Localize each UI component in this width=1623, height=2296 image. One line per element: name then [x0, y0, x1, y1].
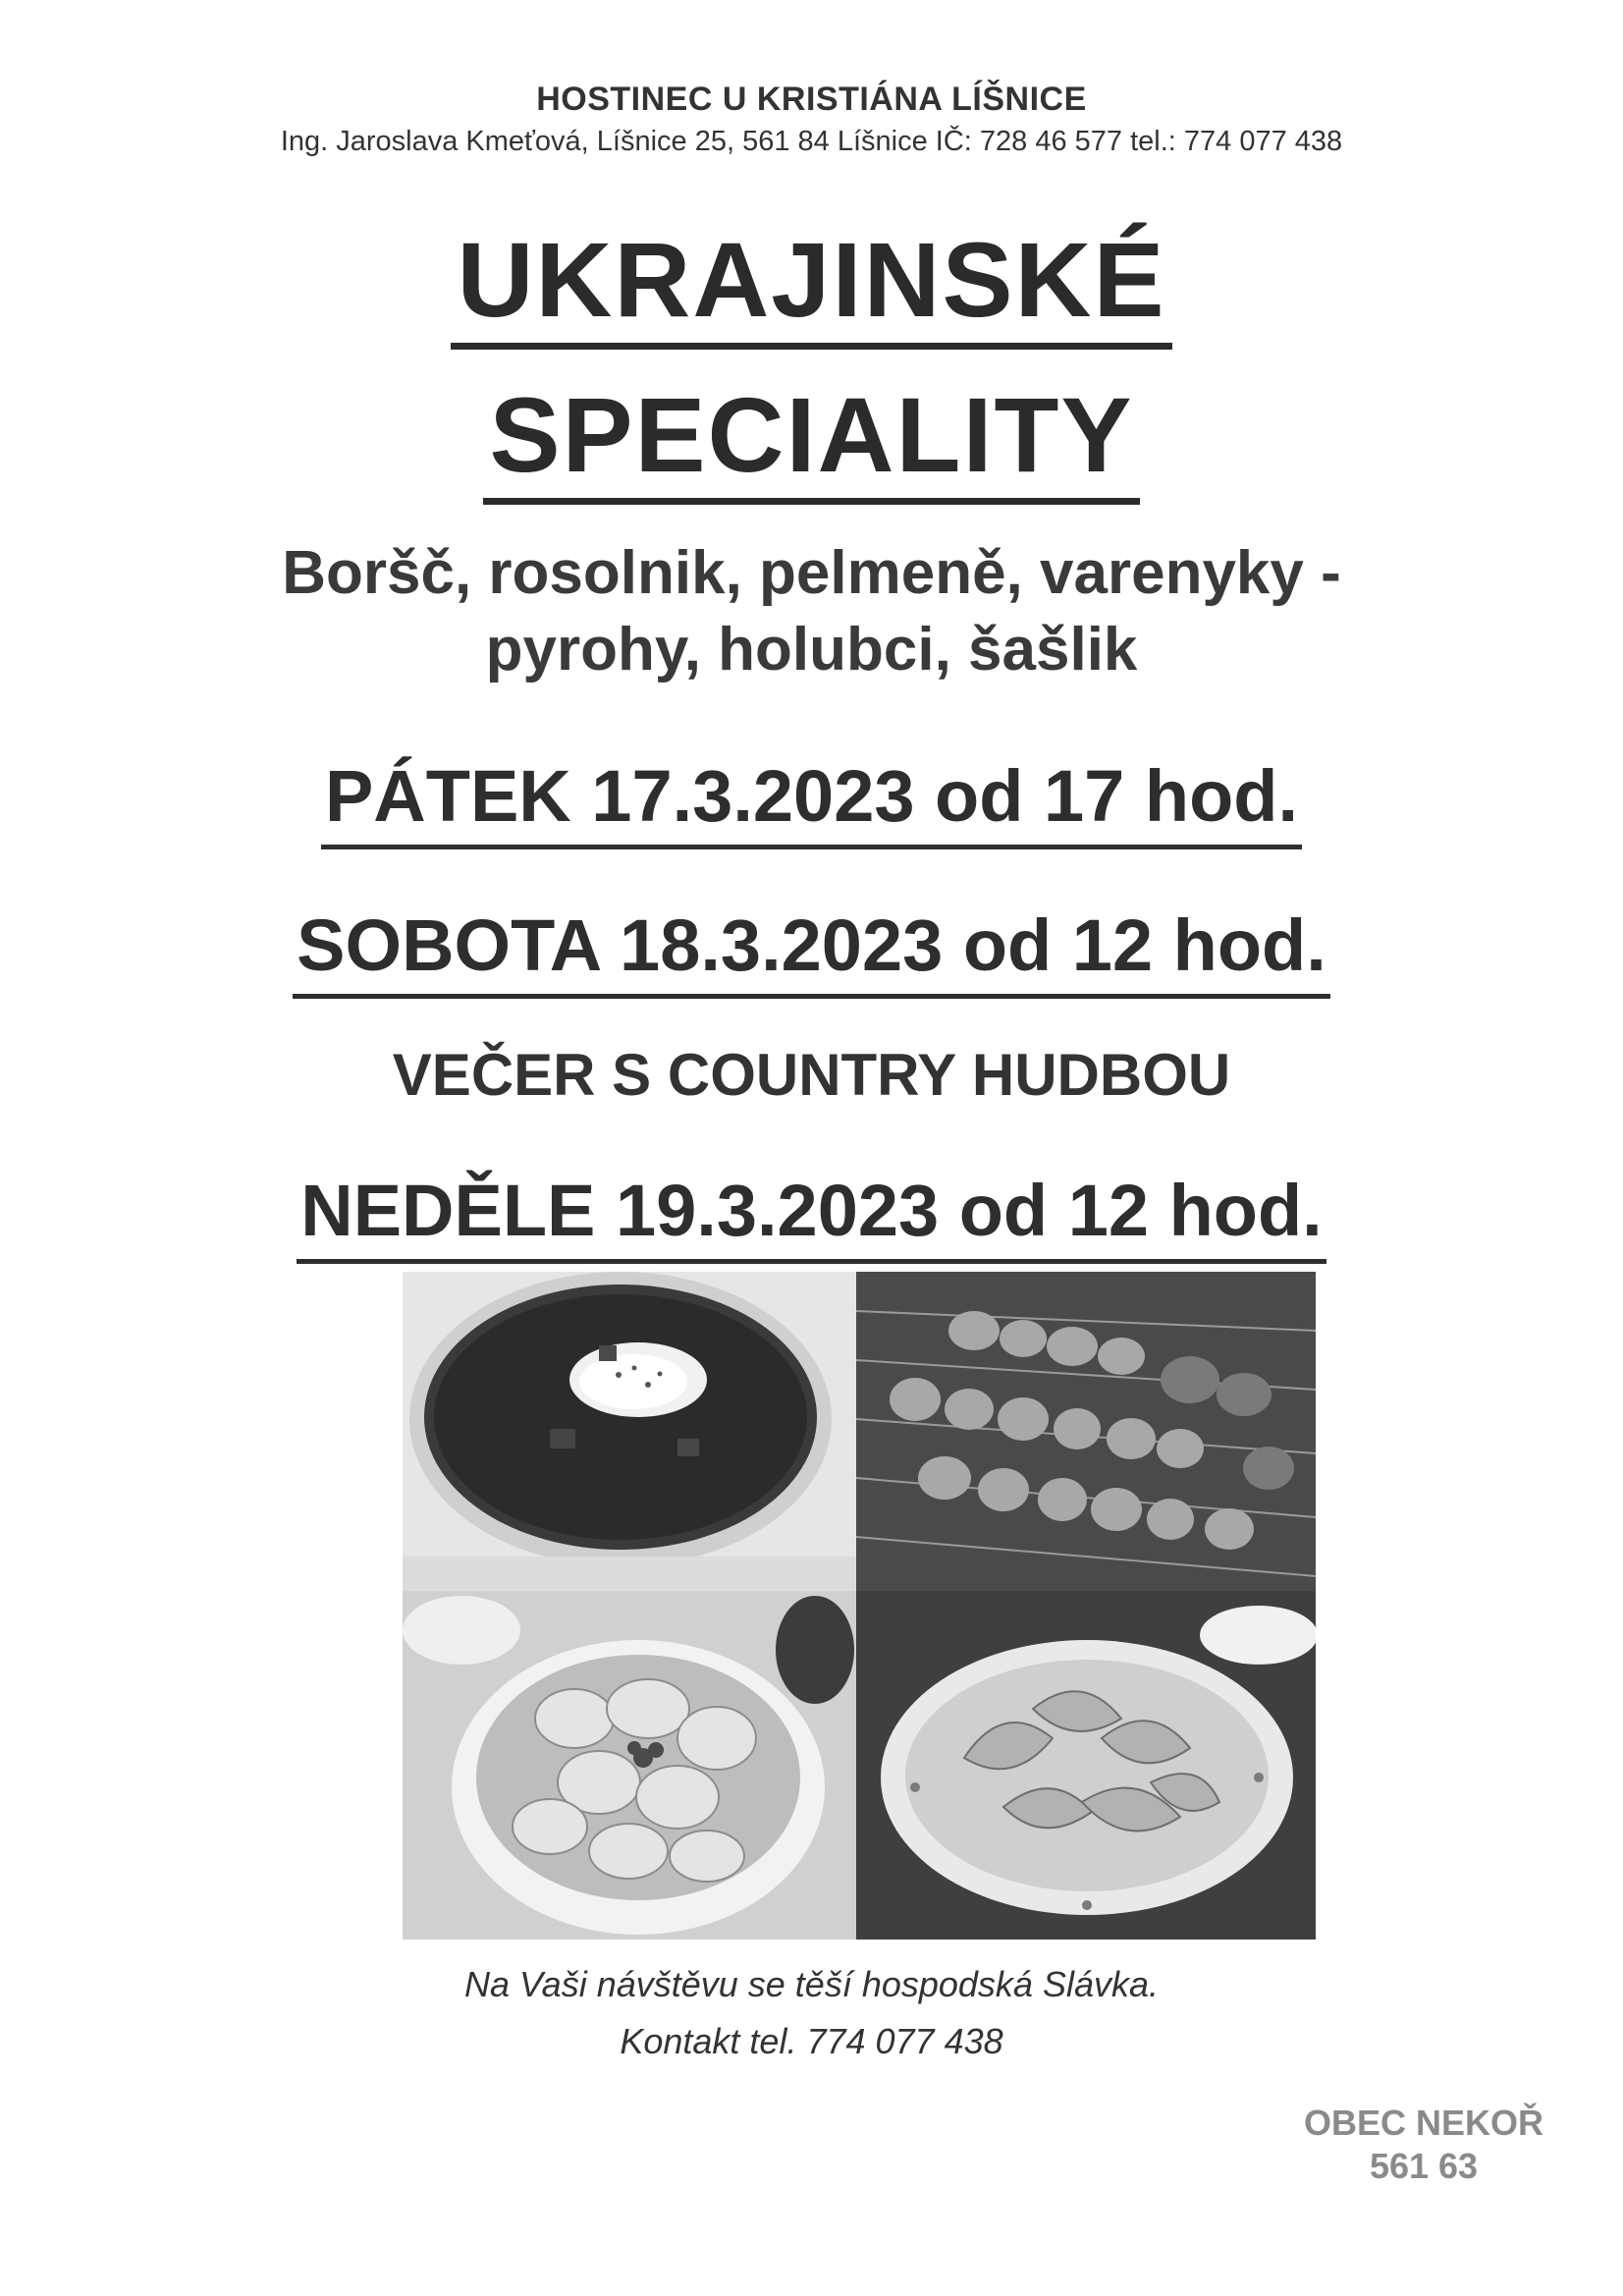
stamp-line-2: 561 63 [1369, 2146, 1479, 2186]
municipality-stamp [1267, 2102, 1581, 2188]
pelmeni-photo [403, 1591, 856, 1940]
schedule-day-3: NEDĚLE 19.3.2023 od 12 hod. [0, 1169, 1623, 1264]
shashlik-photo [856, 1272, 1316, 1591]
event-note: VEČER S COUNTRY HUDBOU [392, 1042, 1231, 1108]
dishes-list [0, 535, 1623, 688]
venue-name: HOSTINEC U KRISTIÁNA LÍŠNICE [536, 81, 1087, 118]
food-photo-collage [403, 1272, 1316, 1940]
title-line-2: SPECIALITY [0, 373, 1623, 505]
footer-contact: Kontakt tel. 774 077 438 [620, 2021, 1003, 2061]
varenyky-photo [856, 1591, 1316, 1940]
schedule-day-2: SOBOTA 18.3.2023 od 12 hod. [0, 903, 1623, 999]
borscht-photo [403, 1272, 856, 1591]
dishes-line-2: pyrohy, holubci, šašlik [485, 616, 1138, 683]
dishes-line-1: Boršč, rosolnik, pelmeně, varenyky - [282, 539, 1341, 607]
title-line-1: UKRAJINSKÉ [0, 218, 1623, 350]
venue-address: Ing. Jaroslava Kmeťová, Líšnice 25, 561 84 Líšnice IČ: 728 46 577 tel.: 774 077 438 [280, 126, 1343, 157]
schedule-day-1: PÁTEK 17.3.2023 od 17 hod. [0, 754, 1623, 849]
stamp-line-1: OBEC NEKOŘ [1303, 2103, 1544, 2143]
footer-greeting: Na Vaši návštěvu se těší hospodská Slávka. [463, 1964, 1160, 2004]
